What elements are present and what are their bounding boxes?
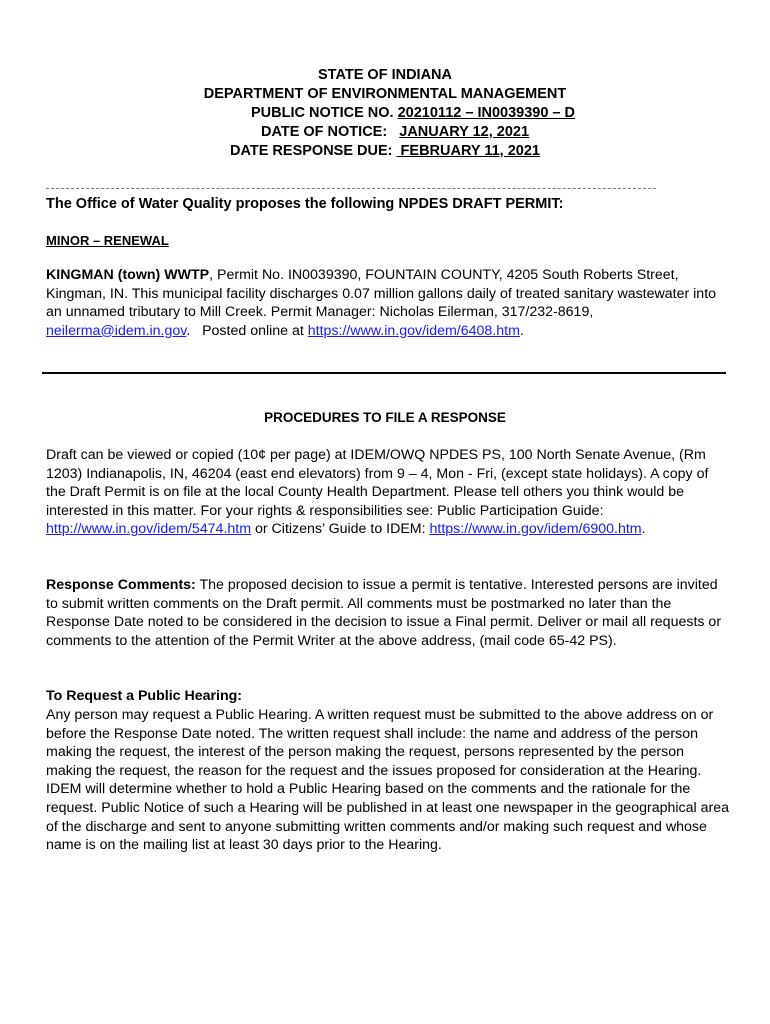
notice-header bbox=[0, 66, 770, 161]
section-divider bbox=[42, 372, 726, 374]
permit-text-3: . bbox=[519, 322, 524, 339]
draft-paragraph bbox=[46, 446, 730, 539]
header-department: DEPARTMENT OF ENVIRONMENTAL MANAGEMENT bbox=[203, 86, 567, 102]
date-of-notice-value: JANUARY 12, 2021 bbox=[399, 124, 530, 140]
citizens-guide-link[interactable]: https://www.in.gov/idem/6900.htm bbox=[429, 521, 642, 538]
header-date-of-notice bbox=[0, 123, 770, 142]
posted-online-link[interactable]: https://www.in.gov/idem/6408.htm bbox=[307, 322, 520, 339]
draft-text-3: . bbox=[641, 521, 646, 538]
draft-text-1: Draft can be viewed or copied (10¢ per page) at IDEM/OWQ NPDES PS, 100 North Senate Avenue, (Rm 1203) Indianapolis, IN, 46204 (east end elevators) from 9 – 4, Mon - Fri, (except state holidays). A copy of the Draft Permit is on file at the local County Health Department. Please tell others you think would be interested in this matter. For your rights & responsibilities see: Public Participation Guide: bbox=[46, 447, 709, 519]
response-comments-text: The proposed decision to issue a permit is tentative. Interested persons are invited to submit written comments on the Draft permit. All comments must be postmarked no later than the Response Date noted to be considered in the decision to issue a Final permit. Deliver or mail all requests or comments to the attention of the Permit Writer at the above address, (mail code 65-42 PS). bbox=[46, 577, 722, 649]
date-of-notice-label: DATE OF NOTICE: bbox=[260, 124, 400, 140]
header-state: STATE OF INDIANA bbox=[318, 67, 452, 83]
permit-text-1: , Permit No. IN0039390, FOUNTAIN COUNTY, 4205 South Roberts Street, Kingman, IN. This municipal facility discharges 0.07 million gallons daily of treated sanitary wastewater into an unnamed tributary to Mill Creek. Permit Manager: Nicholas Eilerman, 317/232-8619, bbox=[46, 267, 717, 321]
response-comments-label: Response Comments: bbox=[46, 577, 196, 593]
public-participation-guide-link[interactable]: http://www.in.gov/idem/5474.htm bbox=[46, 521, 252, 538]
public-hearing-paragraph: Any person may request a Public Hearing. A written request must be submitted to the above address on or before the Response Date noted. The written request shall include: the name and address of the person making the request, the interest of the person making the request, persons represented by the person making the request, the reason for the request and the issues proposed for consideration at the Hearing. IDEM will determine whether to hold a Public Hearing based on the comments and the rationale for the request. Public Notice of such a Hearing will be published in at least one newspaper in the geographical area of the discharge and sent to anyone submitting written comments and/or making such request and whose name is on the mailing list at least 30 days prior to the Hearing. bbox=[46, 707, 729, 854]
facility-name: KINGMAN (town) WWTP bbox=[46, 267, 210, 283]
office-heading: The Office of Water Quality proposes the following NPDES DRAFT PERMIT: bbox=[46, 196, 564, 212]
draft-text-2: or Citizens’ Guide to IDEM: bbox=[251, 521, 430, 538]
response-due-value: FEBRUARY 11, 2021 bbox=[396, 143, 540, 159]
response-comments-paragraph bbox=[46, 576, 730, 650]
permit-paragraph bbox=[46, 266, 730, 340]
public-hearing-heading: To Request a Public Hearing: bbox=[46, 688, 243, 704]
dashed-divider bbox=[46, 188, 656, 189]
notice-number-label: PUBLIC NOTICE NO. bbox=[250, 105, 398, 121]
header-response-due bbox=[0, 142, 770, 161]
response-due-label: DATE RESPONSE DUE: bbox=[230, 143, 397, 159]
permit-text-2: . Posted online at bbox=[186, 322, 308, 339]
procedures-heading: PROCEDURES TO FILE A RESPONSE bbox=[264, 410, 506, 425]
header-notice-number bbox=[0, 104, 770, 123]
permit-manager-email-link[interactable]: neilerma@idem.in.gov bbox=[46, 322, 187, 339]
notice-number-value: 20210112 – IN0039390 – D bbox=[397, 105, 575, 121]
permit-category: MINOR – RENEWAL bbox=[46, 233, 169, 248]
